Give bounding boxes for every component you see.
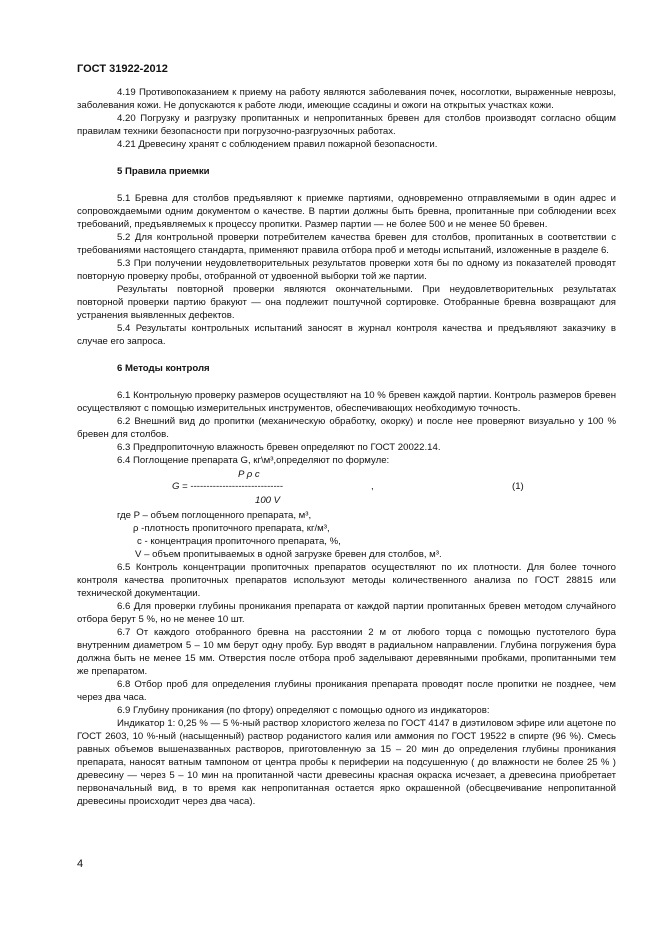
paragraph: 6.5 Контроль концентрации пропиточных препаратов осуществляют по их плотности. Для более точного контроля качества пропиточных препаратов используют методы количественного анализа по ГОСТ 28815 или технической документации.: [77, 562, 616, 599]
formula-definition: где P – объем поглощенного препарата, м³,: [117, 510, 312, 521]
formula-definition: c - концентрация пропиточного препарата, %,: [137, 536, 341, 547]
paragraph: 6.9 Глубину проникания (по фтору) определяют с помощью одного из индикаторов:: [117, 705, 490, 716]
formula-fraction-bar: = -----------------------------: [179, 481, 284, 492]
section-title-5: 5 Правила приемки: [117, 166, 210, 177]
formula-definition: V – объем пропитываемых в одной загрузке бревен для столбов, м³.: [135, 549, 442, 560]
paragraph: 5.4 Результаты контрольных испытаний заносят в журнал контроля качества и предъявляют заказчику в случае его запроса.: [77, 323, 616, 347]
paragraph: 6.2 Внешний вид до пропитки (механическую обработку, окорку) и после нее проверяют визуально у 100 % бревен для столбов.: [77, 416, 616, 440]
page-number: 4: [77, 858, 84, 870]
paragraph: 5.2 Для контрольной проверки потребителем качества бревен для столбов, пропитанных в соответствии с требованиями настоящего стандарта, применяют правила отбора проб и методы испытаний, изложенные в разделе 6.: [77, 232, 616, 256]
standard-code-header: ГОСТ 31922-2012: [77, 63, 168, 75]
paragraph: 6.6 Для проверки глубины проникания препарата от каждой партии пропитанных бревен методом случайного отбора берут 5 %, но не менее 10 шт.: [77, 601, 616, 625]
formula-numerator: P ρ c: [238, 469, 260, 480]
paragraph: 4.20 Погрузку и разгрузку пропитанных и непропитанных бревен для столбов производят согласно общим правилам техники безопасности при погрузочно-разгрузочных работах.: [77, 113, 616, 137]
formula-denominator: 100 V: [255, 495, 281, 506]
formula-lhs-variable: G: [172, 481, 180, 492]
document-body: [77, 86, 616, 808]
formula-lhs: [172, 480, 283, 493]
paragraph: 6.7 От каждого отобранного бревна на расстоянии 2 м от любого торца с помощью пустотелого бура внутренним диаметром 5 – 10 мм берут одну пробу. Бур вводят в радиальном направлении. Глубина погружения бура должна быть не менее 15 мм. Отверстия после отбора проб заделывают деревянными пробками, пропитанными тем же препаратом.: [77, 627, 616, 677]
paragraph: 5.3 При получении неудовлетворительных результатов проверки хотя бы по одному из показателей проводят повторную проверку пробы, отобранной от удвоенной выборки той же партии.: [77, 258, 616, 282]
paragraph: 6.3 Предпропиточную влажность бревен определяют по ГОСТ 20022.14.: [117, 442, 441, 453]
paragraph: 4.19 Противопоказанием к приему на работу являются заболевания почек, носоглотки, выраженные неврозы, заболевания кожи. Не допускаются к работе люди, имеющие ссадины и ожоги на открытых участках кожи.: [77, 87, 616, 111]
paragraph: 4.21 Древесину хранят с соблюдением правил пожарной безопасности.: [117, 139, 438, 150]
absorption-formula: [77, 467, 616, 509]
formula-definition: ρ -плотность пропиточного препарата, кг/м³,: [133, 523, 330, 534]
paragraph: Результаты повторной проверки являются окончательными. При неудовлетворительных результатах повторной проверки партию бракуют — она подлежит поштучной сортировке. Отобранные бревна возвращают для устранения выявленных дефектов.: [77, 284, 616, 321]
paragraph: 6.4 Поглощение препарата G, кг\м³,определяют по формуле:: [117, 455, 390, 466]
section-title-6: 6 Методы контроля: [117, 363, 210, 374]
paragraph: 6.8 Отбор проб для определения глубины проникания препарата проводят после пропитки не позднее, чем через два часа.: [77, 679, 616, 703]
paragraph: Индикатор 1: 0,25 % — 5 %-ный раствор хлористого железа по ГОСТ 4147 в диэтиловом эфире или ацетоне по ГОСТ 2603, 10 %-ный (насыщенный) раствор роданистого калия или аммония по ГОСТ 19522 в спирте (96 %). Смесь равных объемов вышеназванных растворов, приготовленную за 15 – 20 мин до определения глубины проникания препарата, наносят ватным тампоном от центра пробы к периферии на подсушенную ( до влажности не более 25 % ) древесину — через 5 – 10 мин на пропитанной части древесины красная окраска исчезает, а древесина приобретает первоначальный вид, в то время как непропитанная остается ярко окрашенной (обесцвечивание непропитанной древесины происходит через два часа).: [77, 718, 616, 807]
paragraph: 5.1 Бревна для столбов предъявляют к приемке партиями, одновременно отправляемыми в один адрес и сопровождаемыми одним документом о качестве. В партии должны быть бревна, пропитанные при соблюдении всех требований, предъявляемых к процессу пропитки. Размер партии — не более 500 и не менее 50 бревен.: [77, 193, 616, 230]
equation-number: (1): [512, 481, 524, 492]
paragraph: 6.1 Контрольную проверку размеров осуществляют на 10 % бревен каждой партии. Контроль размеров бревен осуществляют с помощью измерительных инструментов, обеспечивающих необходимую точность.: [77, 390, 616, 414]
formula-comma: ,: [371, 481, 374, 492]
